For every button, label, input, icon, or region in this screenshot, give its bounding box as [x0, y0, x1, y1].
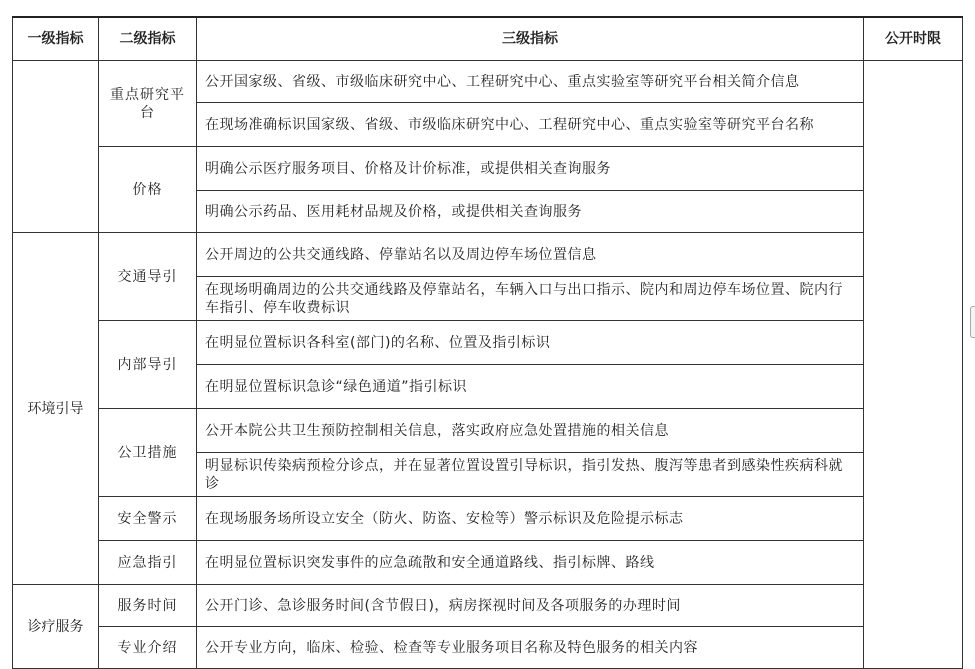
level3-cell: 在现场明确周边的公共交通线路及停靠站名，车辆入口与出口指示、院内和周边停车场位置、院内行车指引、停车收费标识 — [197, 277, 864, 321]
public-time-cell — [864, 61, 963, 669]
scrollbar-handle[interactable] — [970, 306, 975, 338]
level3-cell: 在现场服务场所设立安全（防火、防盗、安检等）警示标识及危险提示标志 — [197, 497, 864, 541]
level2-cell: 专业介绍 — [99, 627, 197, 669]
level3-cell: 在现场准确标识国家级、省级、市级临床研究中心、工程研究中心、重点实验室等研究平台名称 — [197, 103, 864, 147]
level2-cell: 公卫措施 — [99, 409, 197, 497]
table-row — [13, 497, 963, 541]
level3-cell: 公开门诊、急诊服务时间(含节假日)，病房探视时间及各项服务的办理时间 — [197, 585, 864, 627]
table-row — [13, 627, 963, 669]
level3-cell: 明确公示药品、医用耗材品规及价格，或提供相关查询服务 — [197, 191, 864, 233]
table-row — [13, 61, 963, 103]
level3-cell: 公开专业方向，临床、检验、检查等专业服务项目名称及特色服务的相关内容 — [197, 627, 864, 669]
level3-cell: 在明显位置标识急诊“绿色通道”指引标识 — [197, 365, 864, 409]
level2-cell: 安全警示 — [99, 497, 197, 541]
level1-cell-continued — [13, 61, 99, 233]
table-row — [13, 321, 963, 365]
table-row — [13, 233, 963, 277]
level1-cell-medical: 诊疗服务 — [13, 585, 99, 669]
level3-cell: 公开周边的公共交通线路、停靠站名以及周边停车场位置信息 — [197, 233, 864, 277]
level3-cell: 明确公示医疗服务项目、价格及计价标准，或提供相关查询服务 — [197, 147, 864, 191]
level3-cell: 在明显位置标识突发事件的应急疏散和安全通道路线、指引标牌、路线 — [197, 541, 864, 585]
header-level2: 二级指标 — [99, 17, 197, 61]
table-row — [13, 147, 963, 191]
table-row — [13, 585, 963, 627]
level2-cell: 内部导引 — [99, 321, 197, 409]
level3-cell: 公开本院公共卫生预防控制相关信息，落实政府应急处置措施的相关信息 — [197, 409, 864, 453]
level2-cell: 交通导引 — [99, 233, 197, 321]
disclosure-table — [12, 16, 963, 669]
table-row — [13, 541, 963, 585]
level2-cell: 应急指引 — [99, 541, 197, 585]
level3-cell: 明显标识传染病预检分诊点，并在显著位置设置引导标识，指引发热、腹泻等患者到感染性疾病科就诊 — [197, 453, 864, 497]
header-level3: 三级指标 — [197, 17, 864, 61]
level1-cell-environment: 环境引导 — [13, 233, 99, 585]
level3-cell: 公开国家级、省级、市级临床研究中心、工程研究中心、重点实验室等研究平台相关简介信息 — [197, 61, 864, 103]
level2-cell: 价格 — [99, 147, 197, 233]
level2-cell: 服务时间 — [99, 585, 197, 627]
header-public-time: 公开时限 — [864, 17, 963, 61]
table-header-row — [13, 17, 963, 61]
table-row — [13, 409, 963, 453]
level2-cell: 重点研究平台 — [99, 61, 197, 147]
level3-cell: 在明显位置标识各科室(部门)的名称、位置及指引标识 — [197, 321, 864, 365]
header-level1: 一级指标 — [13, 17, 99, 61]
